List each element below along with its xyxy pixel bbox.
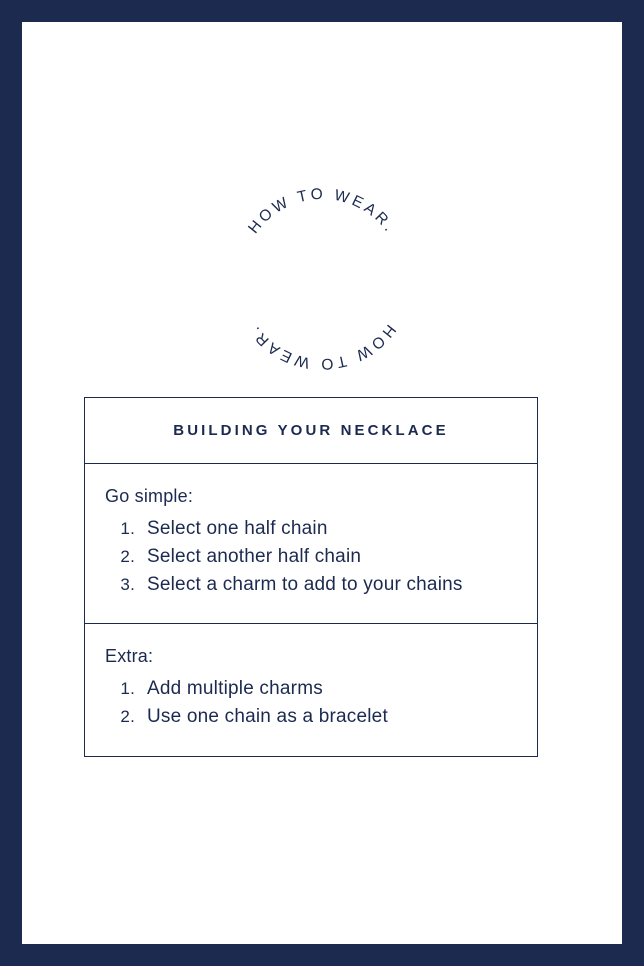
section-extra xyxy=(85,623,537,755)
list-item xyxy=(105,675,517,703)
list-item xyxy=(105,515,517,543)
instructions-title: BUILDING YOUR NECKLACE xyxy=(173,422,449,439)
list-item-number: 1. xyxy=(120,679,135,699)
list-item-text: Select another half chain xyxy=(147,546,362,568)
section-go-simple xyxy=(85,464,537,623)
badge-textpath-bottom: HOW TO WEAR. xyxy=(244,321,399,373)
list-item-text: Use one chain as a bracelet xyxy=(147,706,388,728)
list-item-number: 2. xyxy=(120,547,135,567)
list-item xyxy=(105,571,517,599)
list-item-text: Select a charm to add to your chains xyxy=(147,574,463,596)
step-list xyxy=(105,675,517,731)
list-item-text: Select one half chain xyxy=(147,518,328,539)
list-item-number: 3. xyxy=(120,575,135,595)
list-item-number: 1. xyxy=(120,519,135,538)
circular-how-to-wear-badge xyxy=(217,174,427,384)
step-list xyxy=(105,515,517,599)
section-label: Go simple: xyxy=(105,486,194,506)
list-item xyxy=(105,703,517,731)
badge-text-bottom xyxy=(245,321,399,372)
list-item-number: 2. xyxy=(120,707,135,727)
list-item xyxy=(105,543,517,571)
section-label: Extra: xyxy=(105,646,154,667)
list-item-text: Add multiple charms xyxy=(147,678,323,700)
badge-text-top xyxy=(245,186,399,237)
poster-card xyxy=(22,22,622,944)
instructions-box xyxy=(84,397,538,757)
instructions-header xyxy=(85,398,537,464)
badge-textpath-top: HOW TO WEAR. xyxy=(245,185,400,237)
